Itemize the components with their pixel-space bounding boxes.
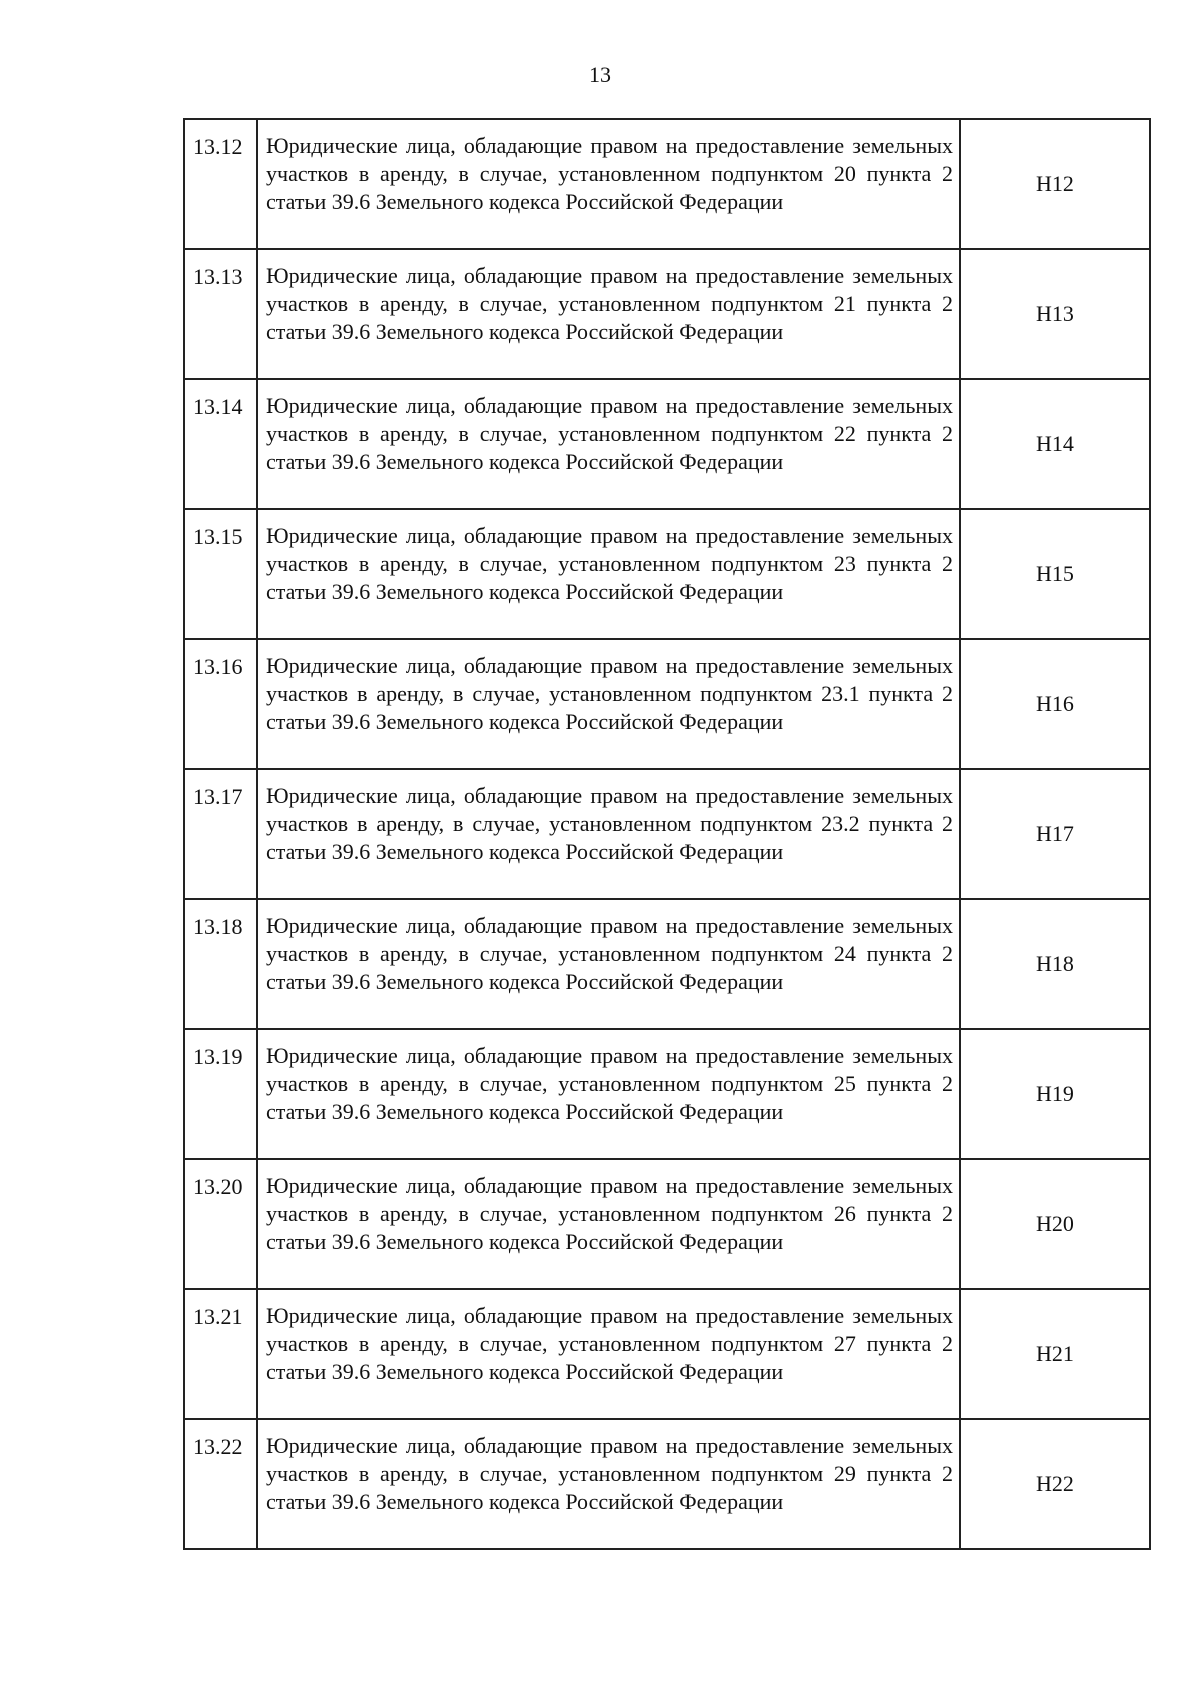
table-row (184, 509, 1150, 639)
table-row (184, 769, 1150, 899)
category-table (183, 118, 1151, 1550)
row-code: Н14 (960, 379, 1150, 509)
row-number: 13.19 (184, 1029, 257, 1159)
row-number: 13.20 (184, 1159, 257, 1289)
row-code: Н13 (960, 249, 1150, 379)
row-code: Н17 (960, 769, 1150, 899)
row-number: 13.17 (184, 769, 257, 899)
row-code: Н20 (960, 1159, 1150, 1289)
table-row (184, 249, 1150, 379)
row-number: 13.16 (184, 639, 257, 769)
table-row (184, 119, 1150, 249)
row-number: 13.14 (184, 379, 257, 509)
page-number: 13 (589, 62, 611, 87)
row-code: Н12 (960, 119, 1150, 249)
table-row (184, 899, 1150, 1029)
table-row (184, 1419, 1150, 1549)
row-code: Н16 (960, 639, 1150, 769)
table-row (184, 1289, 1150, 1419)
row-description: Юридические лица, обладающие правом на предоставление земельных участков в аренду, в случае, установленном подпунктом 23 пункта 2 статьи 39.6 Земельного кодекса Российской Федерации (257, 509, 960, 639)
row-number: 13.18 (184, 899, 257, 1029)
row-description: Юридические лица, обладающие правом на предоставление земельных участков в аренду, в случае, установленном подпунктом 27 пункта 2 статьи 39.6 Земельного кодекса Российской Федерации (257, 1289, 960, 1419)
table-row (184, 1029, 1150, 1159)
row-code: Н18 (960, 899, 1150, 1029)
table-row (184, 639, 1150, 769)
row-description: Юридические лица, обладающие правом на предоставление земельных участков в аренду, в случае, установленном подпунктом 25 пункта 2 статьи 39.6 Земельного кодекса Российской Федерации (257, 1029, 960, 1159)
row-number: 13.15 (184, 509, 257, 639)
row-description: Юридические лица, обладающие правом на предоставление земельных участков в аренду, в случае, установленном подпунктом 22 пункта 2 статьи 39.6 Земельного кодекса Российской Федерации (257, 379, 960, 509)
row-code: Н21 (960, 1289, 1150, 1419)
row-number: 13.13 (184, 249, 257, 379)
row-description: Юридические лица, обладающие правом на предоставление земельных участков в аренду, в случае, установленном подпунктом 26 пункта 2 статьи 39.6 Земельного кодекса Российской Федерации (257, 1159, 960, 1289)
row-number: 13.12 (184, 119, 257, 249)
table-row (184, 1159, 1150, 1289)
row-description: Юридические лица, обладающие правом на предоставление земельных участков в аренду, в случае, установленном подпунктом 21 пункта 2 статьи 39.6 Земельного кодекса Российской Федерации (257, 249, 960, 379)
row-description: Юридические лица, обладающие правом на предоставление земельных участков в аренду, в случае, установленном подпунктом 20 пункта 2 статьи 39.6 Земельного кодекса Российской Федерации (257, 119, 960, 249)
table-row (184, 379, 1150, 509)
row-number: 13.22 (184, 1419, 257, 1549)
row-description: Юридические лица, обладающие правом на предоставление земельных участков в аренду, в случае, установленном подпунктом 24 пункта 2 статьи 39.6 Земельного кодекса Российской Федерации (257, 899, 960, 1029)
row-description: Юридические лица, обладающие правом на предоставление земельных участков в аренду, в случае, установленном подпунктом 23.2 пункта 2 статьи 39.6 Земельного кодекса Российской Федерации (257, 769, 960, 899)
row-description: Юридические лица, обладающие правом на предоставление земельных участков в аренду, в случае, установленном подпунктом 23.1 пункта 2 статьи 39.6 Земельного кодекса Российской Федерации (257, 639, 960, 769)
row-code: Н22 (960, 1419, 1150, 1549)
row-description: Юридические лица, обладающие правом на предоставление земельных участков в аренду, в случае, установленном подпунктом 29 пункта 2 статьи 39.6 Земельного кодекса Российской Федерации (257, 1419, 960, 1549)
row-code: Н15 (960, 509, 1150, 639)
row-code: Н19 (960, 1029, 1150, 1159)
row-number: 13.21 (184, 1289, 257, 1419)
